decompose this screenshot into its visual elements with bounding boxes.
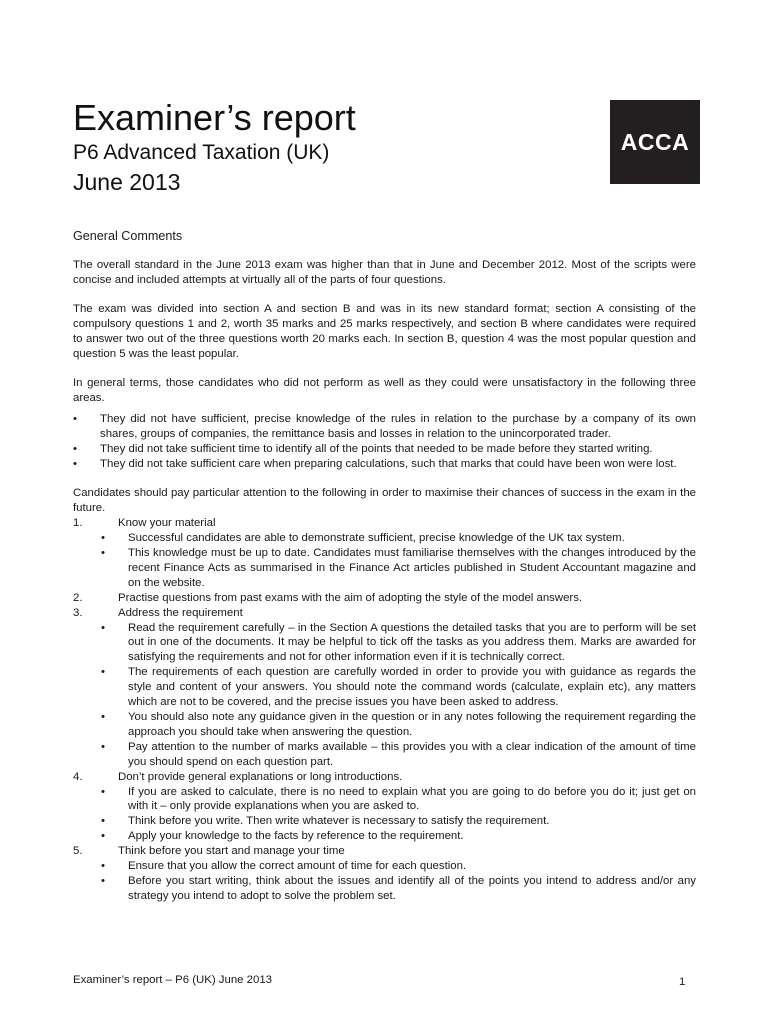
- list-item: • Read the requirement carefully – in the Section A questions the detailed tasks that you are to perform will be set out in one of the documents. It may be helpful to tick off the tasks as you address them. Marks are awarded for satisfying the requirements and not for other information even if it is technically correct.: [118, 621, 696, 666]
- acca-logo: ACCA: [610, 100, 700, 184]
- list-item: • They did not take sufficient time to identify all of the points that needed to be made before they started writing.: [73, 442, 696, 457]
- report-body: [73, 228, 696, 904]
- list-item: • Ensure that you allow the correct amount of time for each question.: [118, 859, 696, 874]
- advice-number: 1.: [73, 517, 83, 530]
- advice-item: [73, 591, 696, 606]
- list-item: • The requirements of each question are carefully worded in order to provide you with guidance as regards the style and content of your answers. You should note the command words (calculate, explain etc), any matters which are not to be covered, and the precise issues you have been asked to address.: [118, 665, 696, 710]
- section-heading: General Comments: [73, 229, 183, 243]
- advice-item: [73, 844, 696, 904]
- advice-number: 2.: [73, 591, 83, 604]
- advice-subitems: [118, 859, 696, 904]
- paragraph-general-terms: In general terms, those candidates who did not perform as well as they could were unsatisfactory in the following three areas.: [73, 377, 696, 405]
- advice-subitems: [118, 531, 696, 591]
- advice-item: [73, 770, 696, 845]
- advice-label: Address the requirement: [118, 606, 243, 619]
- weakness-list: [73, 412, 696, 472]
- paragraph-exam-format: The exam was divided into section A and section B and was in its new standard format; section A consisting of the compulsory questions 1 and 2, worth 35 marks and 25 marks respectively, and section B where candidates were required to answer two out of the three questions worth 20 marks each. In section B, question 4 was the most popular question and question 5 was the least popular.: [73, 303, 696, 361]
- paragraph-overall-standard: The overall standard in the June 2013 exam was higher than that in June and December 2012. Most of the scripts were concise and included attempts at virtually all of the parts of four questions.: [73, 259, 696, 286]
- advice-item: [73, 516, 696, 591]
- list-item: • Apply your knowledge to the facts by reference to the requirement.: [118, 829, 696, 844]
- list-item: • You should also note any guidance given in the question or in any notes following the requirement regarding the approach you should take when answering the question.: [118, 710, 696, 740]
- advice-subitems: [118, 621, 696, 770]
- advice-subitems: [118, 785, 696, 845]
- list-item: • This knowledge must be up to date. Candidates must familiarise themselves with the changes introduced by the recent Finance Acts as summarised in the Finance Act articles published in Student Accountant magazine and on the website.: [118, 546, 696, 591]
- advice-label: Think before you start and manage your time: [118, 845, 345, 858]
- advice-number: 4.: [73, 770, 83, 783]
- paragraph-advice-intro: Candidates should pay particular attention to the following in order to maximise their chances of success in the exam in the future.: [73, 487, 696, 515]
- list-item: • Think before you write. Then write whatever is necessary to satisfy the requirement.: [118, 814, 696, 829]
- advice-number: 5.: [73, 845, 83, 858]
- list-item: • Successful candidates are able to demonstrate sufficient, precise knowledge of the UK tax system.: [118, 531, 696, 546]
- advice-label: Practise questions from past exams with the aim of adopting the style of the model answers.: [118, 591, 583, 604]
- advice-item: [73, 606, 696, 770]
- report-title: Examiner’s report: [73, 97, 356, 138]
- list-item: • Pay attention to the number of marks available – this provides you with a clear indication of the amount of time you should spend on each question part.: [118, 740, 696, 770]
- list-item: • Before you start writing, think about the issues and identify all of the points you intend to address and/or any strategy you intend to adopt to solve the problem set.: [118, 874, 696, 904]
- list-item: • If you are asked to calculate, there is no need to explain what you are going to do before you do it; just get on with it – only provide explanations when you are asked to.: [118, 785, 696, 815]
- advice-label: Know your material: [118, 517, 216, 530]
- report-date: June 2013: [73, 169, 181, 195]
- advice-label: Don’t provide general explanations or long introductions.: [118, 770, 403, 783]
- advice-list: [73, 516, 696, 904]
- advice-number: 3.: [73, 606, 83, 619]
- page-number: 1: [679, 976, 686, 988]
- list-item: • They did not have sufficient, precise knowledge of the rules in relation to the purchase by a company of its own shares, groups of companies, the remittance basis and losses in relation to the unincorporated trader.: [73, 412, 696, 442]
- report-subtitle: P6 Advanced Taxation (UK): [73, 141, 330, 164]
- list-item: • They did not take sufficient care when preparing calculations, such that marks that could have been won were lost.: [73, 457, 696, 472]
- footer-text: Examiner’s report – P6 (UK) June 2013: [73, 974, 273, 986]
